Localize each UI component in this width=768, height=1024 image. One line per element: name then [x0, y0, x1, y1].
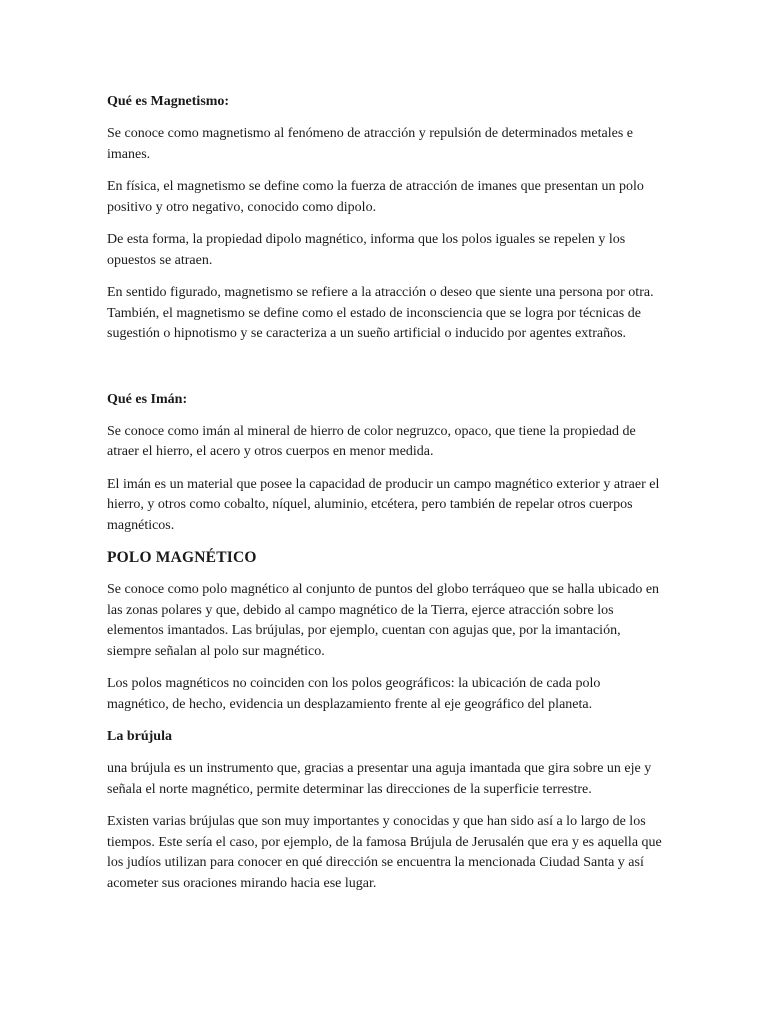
section-heading-polo-magnetico: POLO MAGNÉTICO [107, 549, 257, 566]
document-page [107, 92, 663, 894]
paragraph: Se conoce como polo magnético al conjunto de puntos del globo terráqueo que se halla ubicado en las zonas polares y que, debido al campo magnético de la Tierra, ejerce atracción sobre los elementos imantados. Las brújulas, por ejemplo, cuentan con agujas que, por la imantación, siempre señalan al polo sur magnético. [107, 582, 660, 659]
paragraph: Los polos magnéticos no coinciden con los polos geográficos: la ubicación de cada polo magnético, de hecho, evidencia un desplazamiento frente al eje geográfico del planeta. [107, 676, 601, 712]
paragraph: una brújula es un instrumento que, gracias a presentar una aguja imantada que gira sobre un eje y señala el norte magnético, permite determinar las direcciones de la superficie terrestre. [107, 761, 652, 797]
paragraph: El imán es un material que posee la capacidad de producir un campo magnético exterior y atraer el hierro, y otros como cobalto, níquel, aluminio, etcétera, pero también de repelar otros cuerpos magnéticos. [107, 476, 660, 533]
paragraph: Se conoce como imán al mineral de hierro de color negruzco, opaco, que tiene la propiedad de atraer el hierro, el acero y otros cuerpos en menor medida. [107, 423, 636, 459]
paragraph: Existen varias brújulas que son muy importantes y conocidas y que han sido así a lo largo de los tiempos. Este sería el caso, por ejemplo, de la famosa Brújula de Jerusalén que era y es aquella que los judíos utilizan para conocer en qué dirección se encuentra la mencionada Ciudad Santa y así acometer sus oraciones mirando hacia ese lugar. [107, 814, 662, 891]
paragraph: De esta forma, la propiedad dipolo magnético, informa que los polos iguales se repelen y los opuestos se atraen. [107, 232, 626, 268]
paragraph: En sentido figurado, magnetismo se refiere a la atracción o deseo que siente una persona por otra. También, el magnetismo se define como el estado de inconsciencia que se logra por técnicas de sugestión o hipnotismo y se caracteriza a un sueño artificial o inducido por agentes extraños. [107, 285, 654, 341]
section-heading-magnetismo: Qué es Magnetismo: [107, 94, 230, 109]
paragraph: En física, el magnetismo se define como la fuerza de atracción de imanes que presentan un polo positivo y otro negativo, conocido como dipolo. [107, 179, 644, 215]
paragraph: Se conoce como magnetismo al fenómeno de atracción y repulsión de determinados metales e imanes. [107, 126, 633, 162]
section-heading-iman: Qué es Imán: [107, 391, 188, 407]
section-heading-brujula: La brújula [107, 729, 172, 744]
